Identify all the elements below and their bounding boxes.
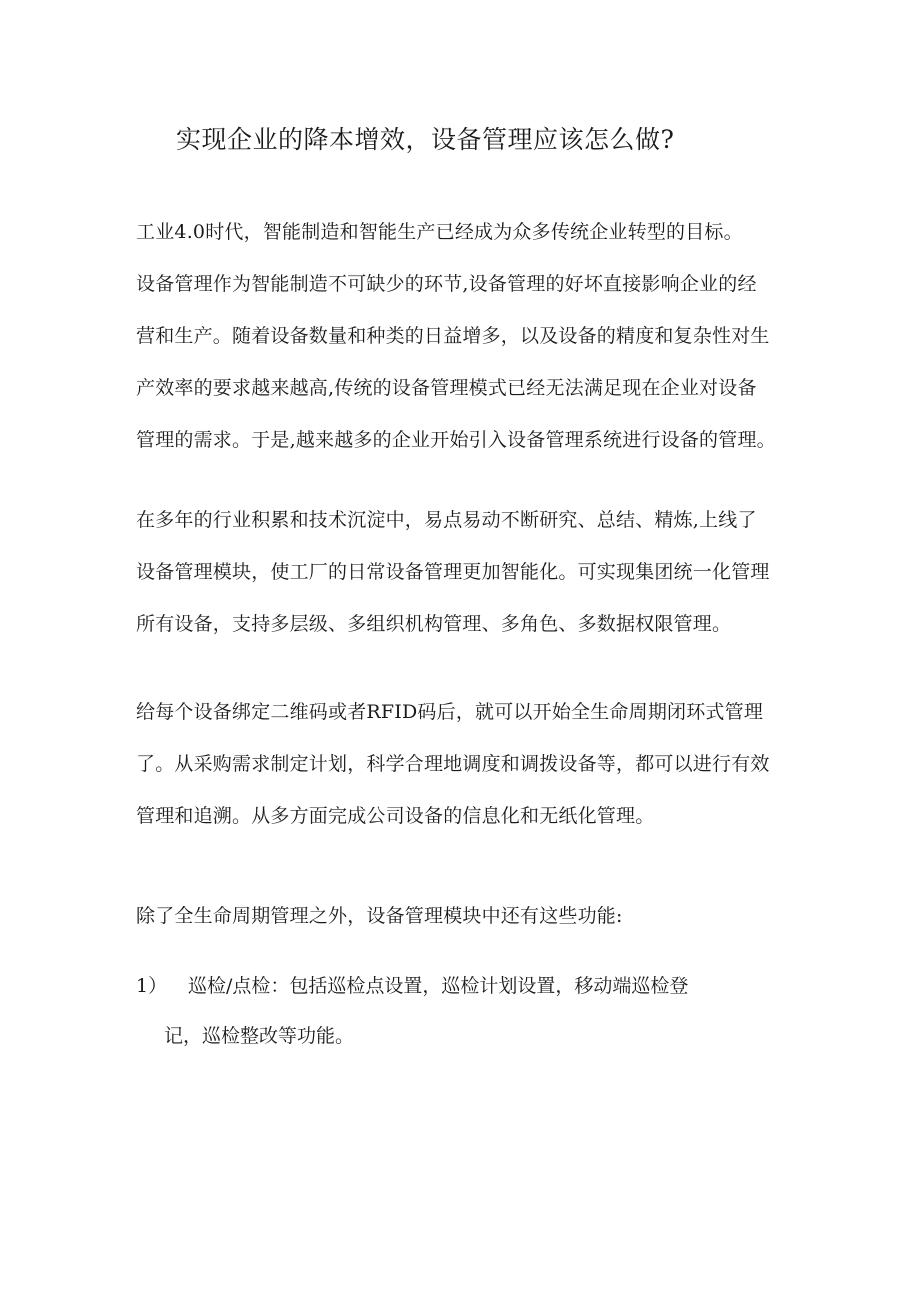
paragraph-line: 产效率的要求越来越高,传统的设备管理模式已经无法满足现在企业对设备: [136, 377, 757, 399]
paragraph-line: 除了全生命周期管理之外，设备管理模块中还有这些功能:: [136, 905, 623, 927]
paragraph-line: 管理和追溯。从多方面完成公司设备的信息化和无纸化管理。: [136, 805, 655, 827]
document-title: 实现企业的降本增效，设备管理应该怎么做?: [176, 125, 675, 154]
paragraph-line: 设备管理模块，使工厂的日常设备管理更加智能化。可实现集团统一化管理: [136, 561, 770, 583]
list-marker: 1）: [136, 975, 168, 997]
paragraph-lifecycle: [136, 692, 796, 848]
list-item-text-continued: 记，巡检整改等功能。: [164, 1025, 355, 1047]
list-item-text: 巡检/点检：包括巡检点设置，巡检计划设置，移动端巡检登: [188, 975, 689, 997]
paragraph-line: 营和生产。随着设备数量和种类的日益增多，以及设备的精度和复杂性对生: [136, 325, 770, 347]
paragraph-line: 给每个设备绑定二维码或者RFID码后，就可以开始全生命周期闭环式管理: [136, 701, 764, 723]
paragraph-line: 在多年的行业积累和技术沉淀中，易点易动不断研究、总结、精炼,上线了: [136, 509, 757, 531]
paragraph-line: 了。从采购需求制定计划，科学合理地调度和调拨设备等，都可以进行有效: [136, 753, 770, 775]
paragraph-line: 管理的需求。于是,越来越多的企业开始引入设备管理系统进行设备的管理。: [136, 429, 776, 451]
paragraph-line: 工业4.0时代，智能制造和智能生产已经成为众多传统企业转型的目标。: [136, 221, 743, 243]
paragraph-line: 所有设备，支持多层级、多组织机构管理、多角色、多数据权限管理。: [136, 613, 732, 635]
paragraph-line: 设备管理作为智能制造不可缺少的环节,设备管理的好坏直接影响企业的经: [136, 273, 757, 295]
paragraph-features-intro: [136, 896, 796, 948]
paragraph-module: [136, 500, 796, 656]
paragraph-intro: [136, 212, 796, 472]
